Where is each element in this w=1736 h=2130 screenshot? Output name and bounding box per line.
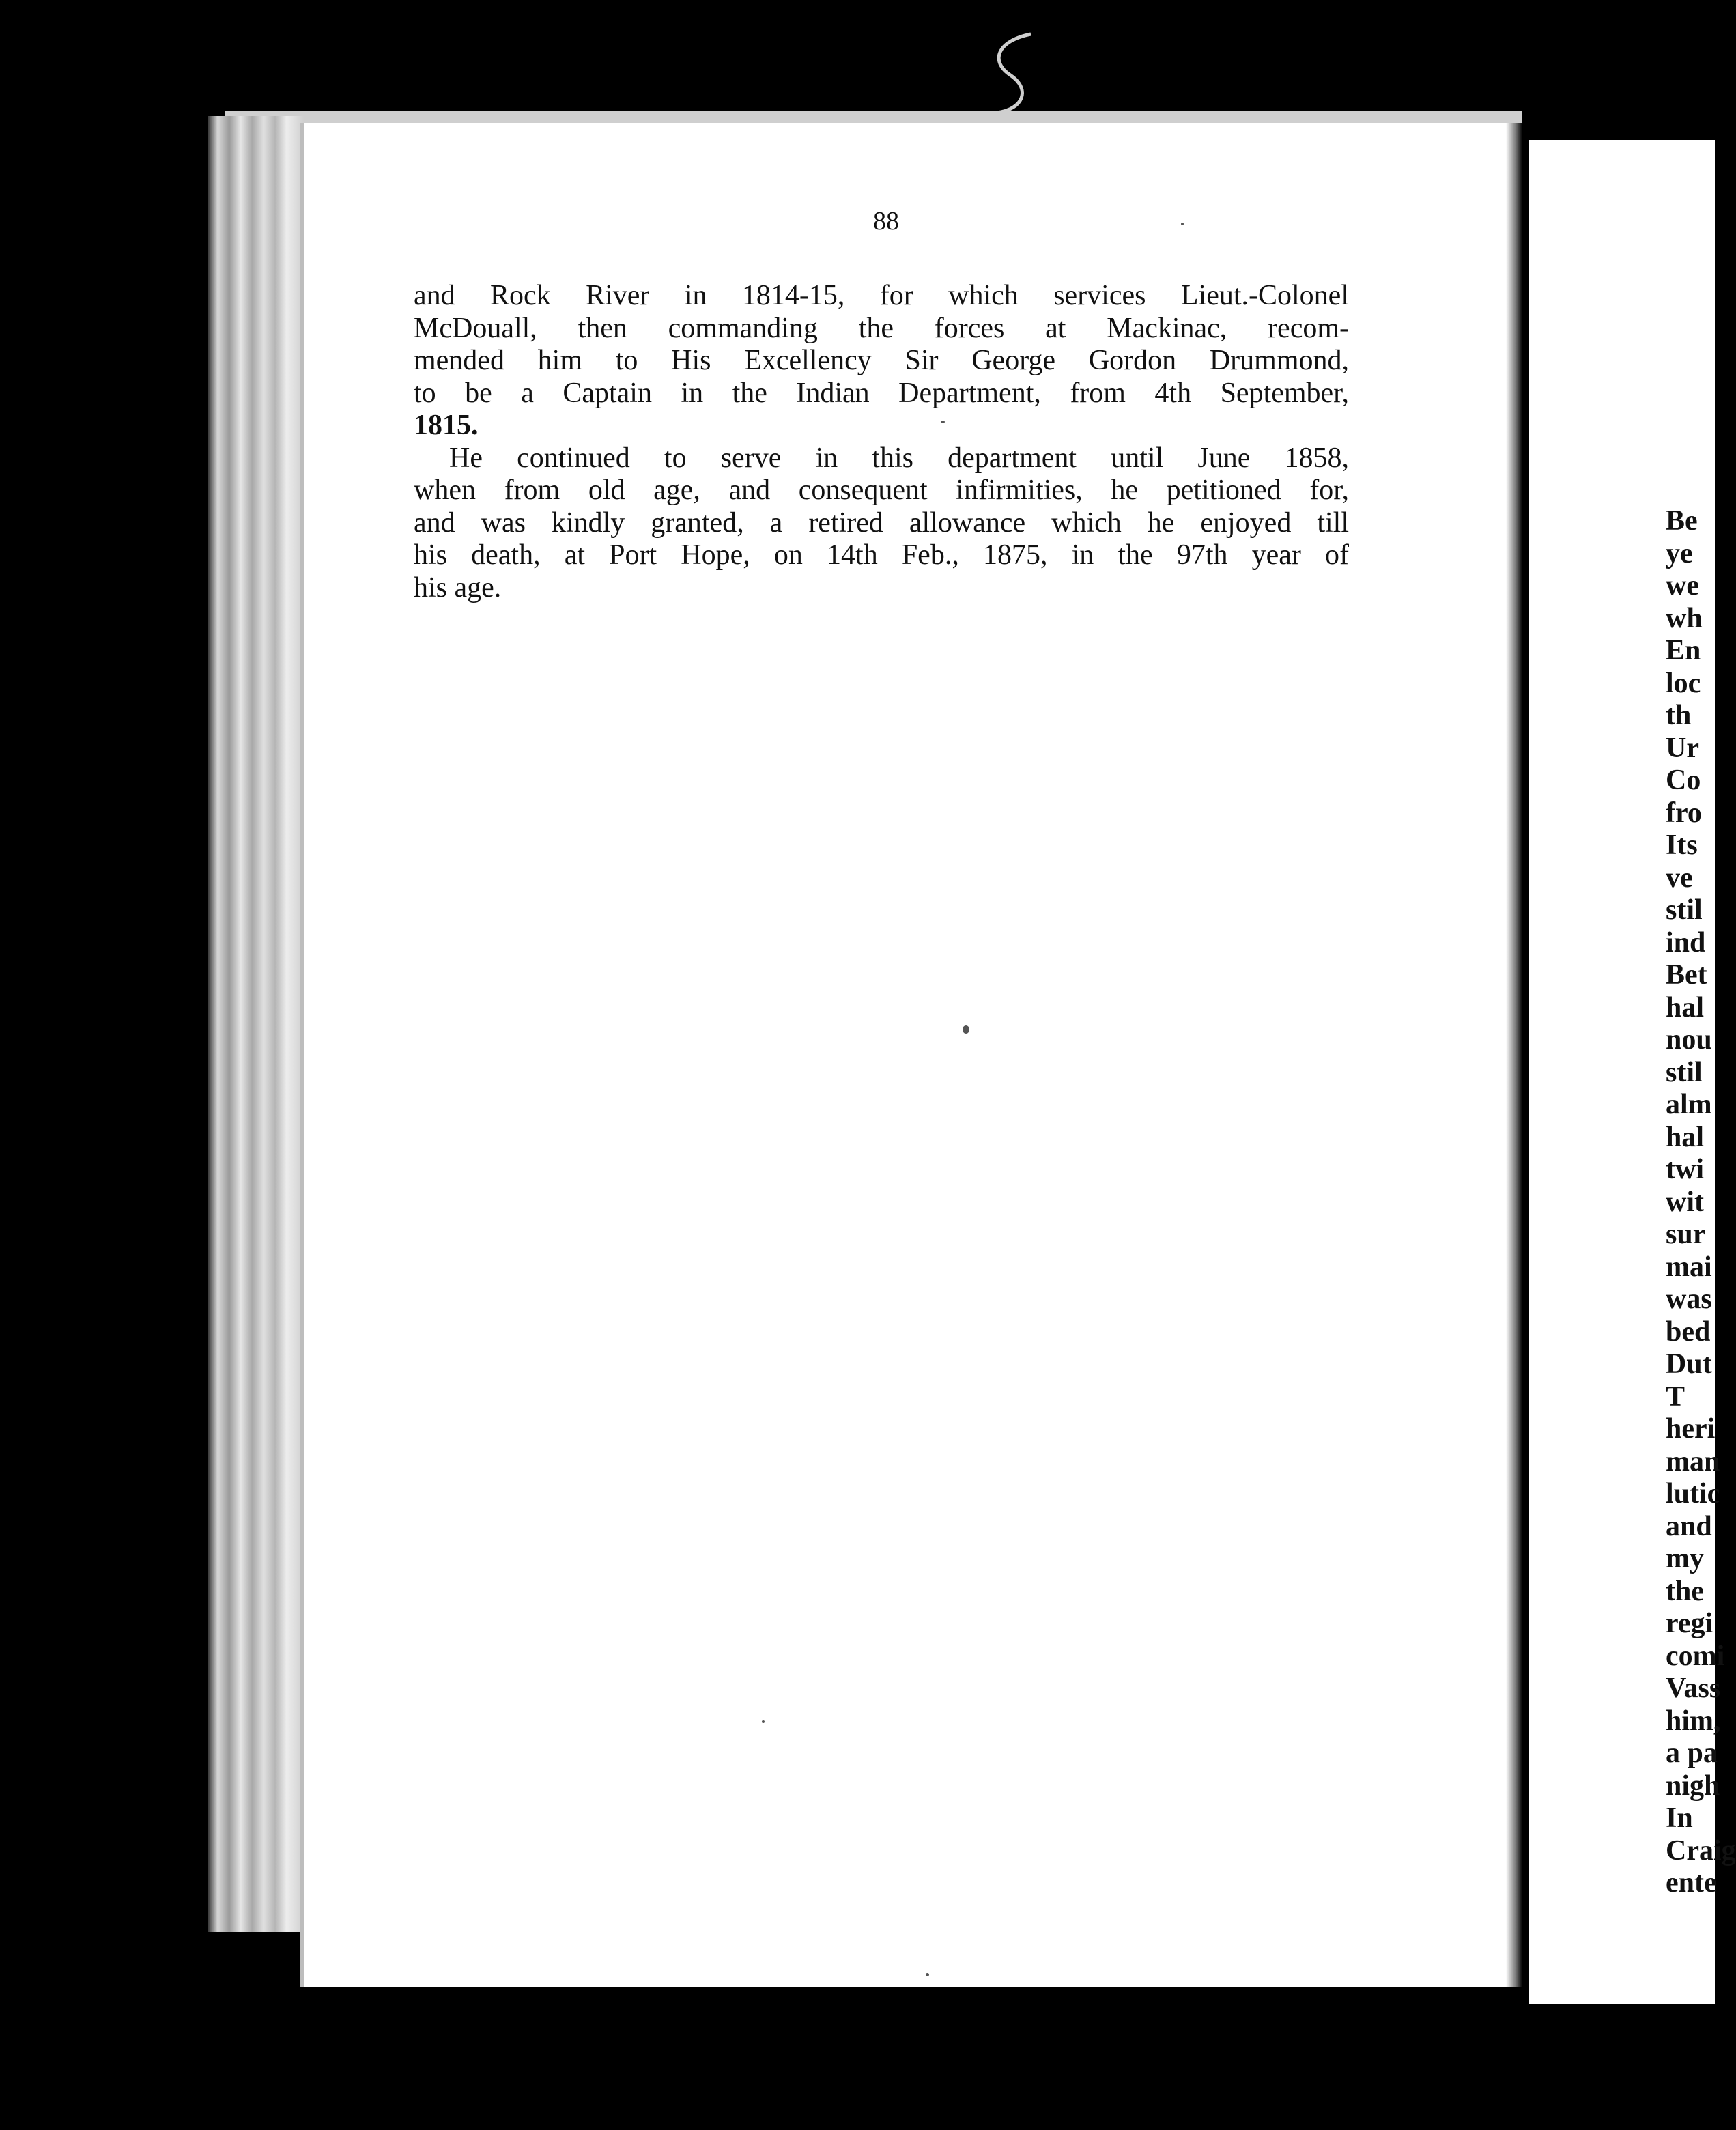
fragment-line: twi bbox=[1666, 1154, 1704, 1185]
facing-page-text-fragments bbox=[1666, 505, 1736, 1900]
fragment-line: a pa bbox=[1666, 1737, 1718, 1769]
scan-speck bbox=[963, 1025, 969, 1034]
text-line: He continued to serve in this department until June 1858, bbox=[449, 442, 1349, 474]
fragment-line: sur bbox=[1666, 1219, 1706, 1250]
text-line: McDouall, then commanding the forces at Mackinac, recom- bbox=[414, 312, 1349, 344]
fragment-line: In bbox=[1666, 1802, 1693, 1834]
text-line: mended him to His Excellency Sir George Gordon Drummond, bbox=[414, 345, 1349, 376]
fragment-line: Co bbox=[1666, 765, 1701, 796]
fragment-line: bed bbox=[1666, 1316, 1711, 1348]
fragment-line: fro bbox=[1666, 797, 1702, 829]
fragment-line: ind bbox=[1666, 926, 1706, 958]
page-number: 88 bbox=[873, 207, 899, 236]
fragment-line: him, bbox=[1666, 1705, 1721, 1737]
fragment-line: was bbox=[1666, 1283, 1712, 1315]
fragment-line: ve bbox=[1666, 862, 1693, 894]
fragment-line: we bbox=[1666, 570, 1699, 601]
text-line: his death, at Port Hope, on 14th Feb., 1875, in the 97th year of bbox=[414, 539, 1349, 571]
fragment-line: T bbox=[1666, 1380, 1685, 1412]
text-line: when from old age, and consequent infirmities, he petitioned for, bbox=[414, 474, 1349, 506]
fragment-line: Be bbox=[1666, 505, 1698, 537]
fragment-line: comi bbox=[1666, 1640, 1725, 1672]
fragment-line: mai bbox=[1666, 1251, 1712, 1283]
scan-speck bbox=[926, 1973, 929, 1976]
fragment-line: ente bbox=[1666, 1867, 1717, 1899]
text-line: his age. bbox=[414, 571, 502, 604]
fragment-line: alm bbox=[1666, 1089, 1712, 1120]
scan-artifact-swirl bbox=[983, 27, 1044, 116]
fragment-line: regi bbox=[1666, 1608, 1713, 1639]
fragment-line: hal bbox=[1666, 991, 1705, 1023]
fragment-line: loc bbox=[1666, 667, 1701, 699]
stacked-page-edges bbox=[208, 116, 304, 1932]
fragment-line: Bet bbox=[1666, 959, 1707, 991]
fragment-line: nigh bbox=[1666, 1770, 1720, 1802]
fragment-line: En bbox=[1666, 635, 1701, 666]
text-line: and was kindly granted, a retired allowance which he enjoyed till bbox=[414, 507, 1349, 539]
fragment-line: ye bbox=[1666, 537, 1693, 569]
fragment-line: Craig bbox=[1666, 1834, 1736, 1866]
fragment-line: Its bbox=[1666, 829, 1698, 861]
fragment-line: Ur bbox=[1666, 732, 1699, 764]
text-line: 1815. bbox=[414, 410, 479, 441]
fragment-line: my bbox=[1666, 1543, 1704, 1574]
fragment-line: hal bbox=[1666, 1121, 1705, 1153]
fragment-line: lutic bbox=[1666, 1478, 1720, 1509]
fragment-line: th bbox=[1666, 700, 1692, 731]
fragment-line: man bbox=[1666, 1445, 1720, 1477]
text-line: and Rock River in 1814-15, for which services Lieut.-Colonel bbox=[414, 280, 1349, 311]
fragment-line: nou bbox=[1666, 1024, 1712, 1055]
scan-speck bbox=[1181, 223, 1184, 225]
page-text bbox=[414, 280, 1349, 604]
fragment-line: Dut bbox=[1666, 1348, 1712, 1380]
fragment-line: stil bbox=[1666, 1056, 1703, 1088]
scan-speck bbox=[762, 1720, 765, 1723]
fragment-line: stil bbox=[1666, 894, 1703, 926]
scan-speck bbox=[941, 421, 945, 423]
book-gutter bbox=[1506, 123, 1522, 1987]
fragment-line: heri bbox=[1666, 1413, 1716, 1445]
fragment-line: wit bbox=[1666, 1186, 1704, 1218]
text-line: to be a Captain in the Indian Department, from 4th September, bbox=[414, 377, 1349, 409]
fragment-line: Vass bbox=[1666, 1673, 1721, 1704]
page-edge-top bbox=[225, 111, 1522, 123]
fragment-line: and bbox=[1666, 1510, 1712, 1542]
fragment-line: the bbox=[1666, 1575, 1704, 1607]
fragment-line: wh bbox=[1666, 602, 1703, 634]
